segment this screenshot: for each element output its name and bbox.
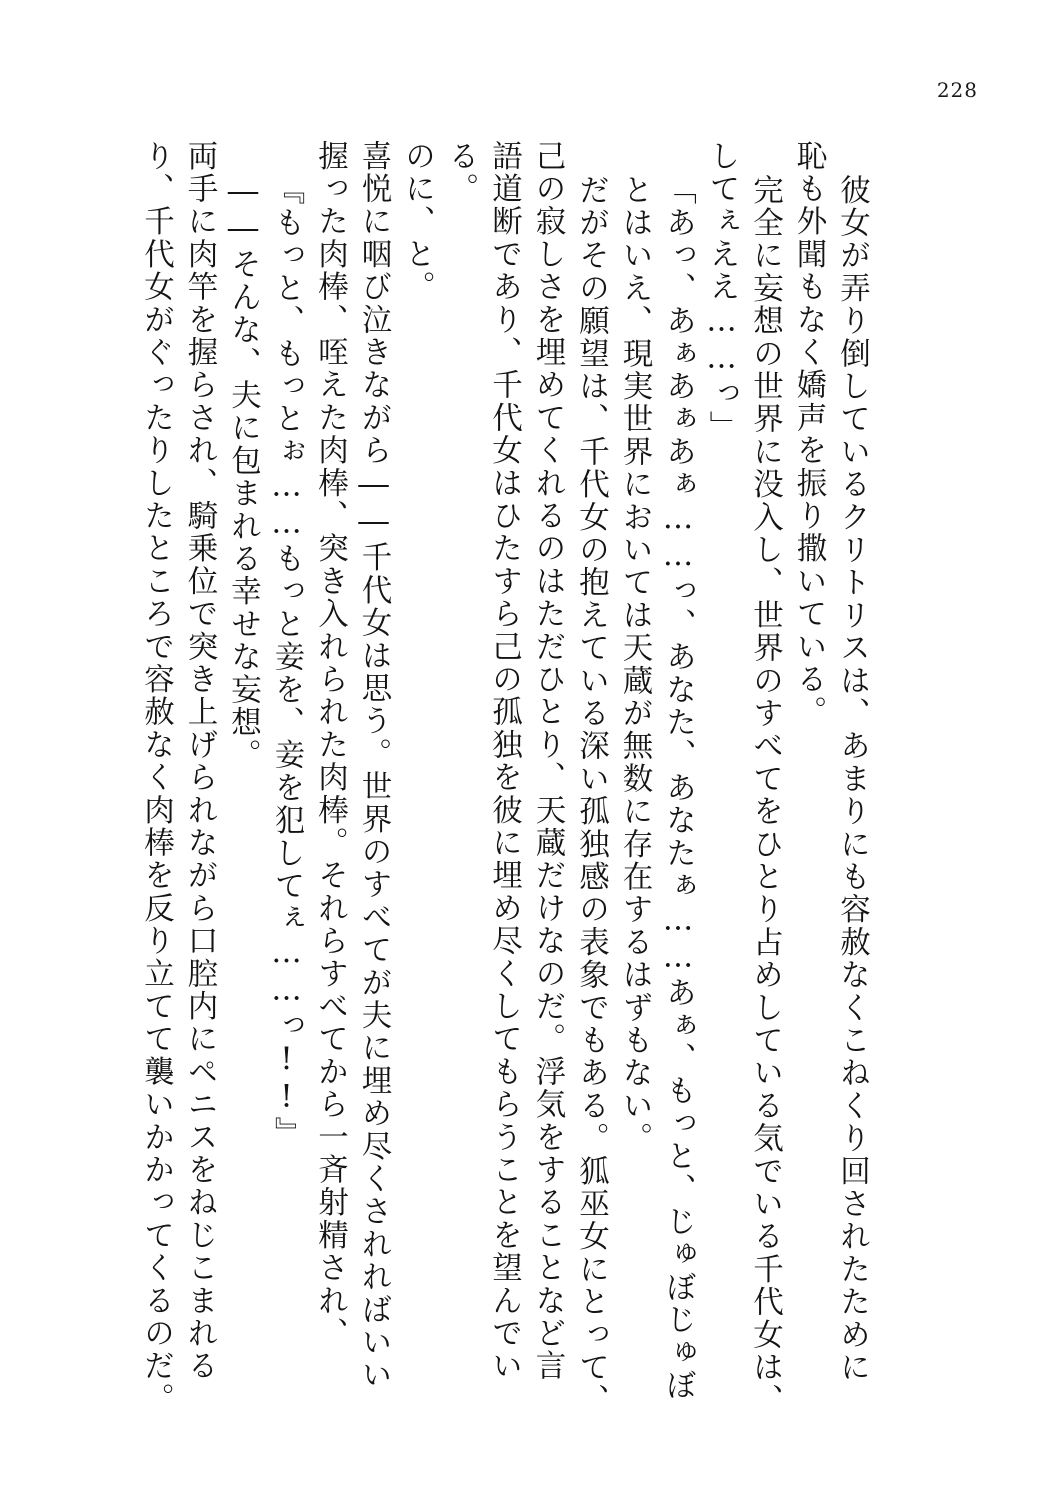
text-column: 『もっと、もっとぉ……もっと妾を、妾を犯してぇ……っ!!』 bbox=[269, 174, 304, 1150]
text-column: ――そんな、夫に包まれる幸せな妄想。 bbox=[225, 174, 261, 772]
text-column: り、千代女がぐったりしたところで容赦なく肉棒を反り立てて襲いかかってくるのだ。 bbox=[138, 140, 174, 1416]
text-column: のに、と。 bbox=[399, 140, 435, 304]
text-column: 両手に肉竿を握らされ、騎乗位で突き上げられながら口腔内にペニスをねじこまれる bbox=[182, 140, 217, 1383]
text-column: る。 bbox=[443, 140, 478, 206]
vertical-text-body bbox=[127, 140, 987, 1417]
text-column: してぇええ……っ」 bbox=[704, 140, 739, 444]
text-column: 恥も外聞もなく嬌声を振り撒いている。 bbox=[791, 140, 826, 729]
text-column: 完全に妄想の世界に没入し、世界のすべてをひとり占めしている気でいる千代女は、 bbox=[747, 174, 783, 1417]
text-column: とはいえ、現実世界においては天蔵が無数に存在するはずもない。 bbox=[617, 174, 652, 1155]
page-number: 228 bbox=[936, 78, 978, 102]
text-column: だがその願望は、千代女の抱えている深い孤独感の表象でもある。狐巫女にとって、 bbox=[573, 174, 609, 1417]
text-column: 語道断であり、千代女はひたすら己の孤独を彼に埋め尽くしてもらうことを望んでい bbox=[486, 140, 522, 1383]
text-column: 彼女が弄り倒しているクリトリスは、あまりにも容赦なくこねくり回されたために bbox=[834, 174, 870, 1384]
text-column: 喜悦に咽び泣きながら――千代女は思う。世界のすべてが夫に埋め尽くされればいい bbox=[356, 140, 391, 1392]
text-column: 握った肉棒、咥えた肉棒、突き入れられた肉棒。それらすべてから一斉射精され、 bbox=[312, 140, 348, 1350]
text-column: 己の寂しさを埋めてくれるのはただひとり、天蔵だけなのだ。浮気をすることなど言 bbox=[530, 140, 565, 1383]
text-column: 「あっ、あぁあぁあぁ……っ、あなた、あなたぁ……あぁ、もっと、じゅぼじゅぼ bbox=[660, 174, 696, 1402]
